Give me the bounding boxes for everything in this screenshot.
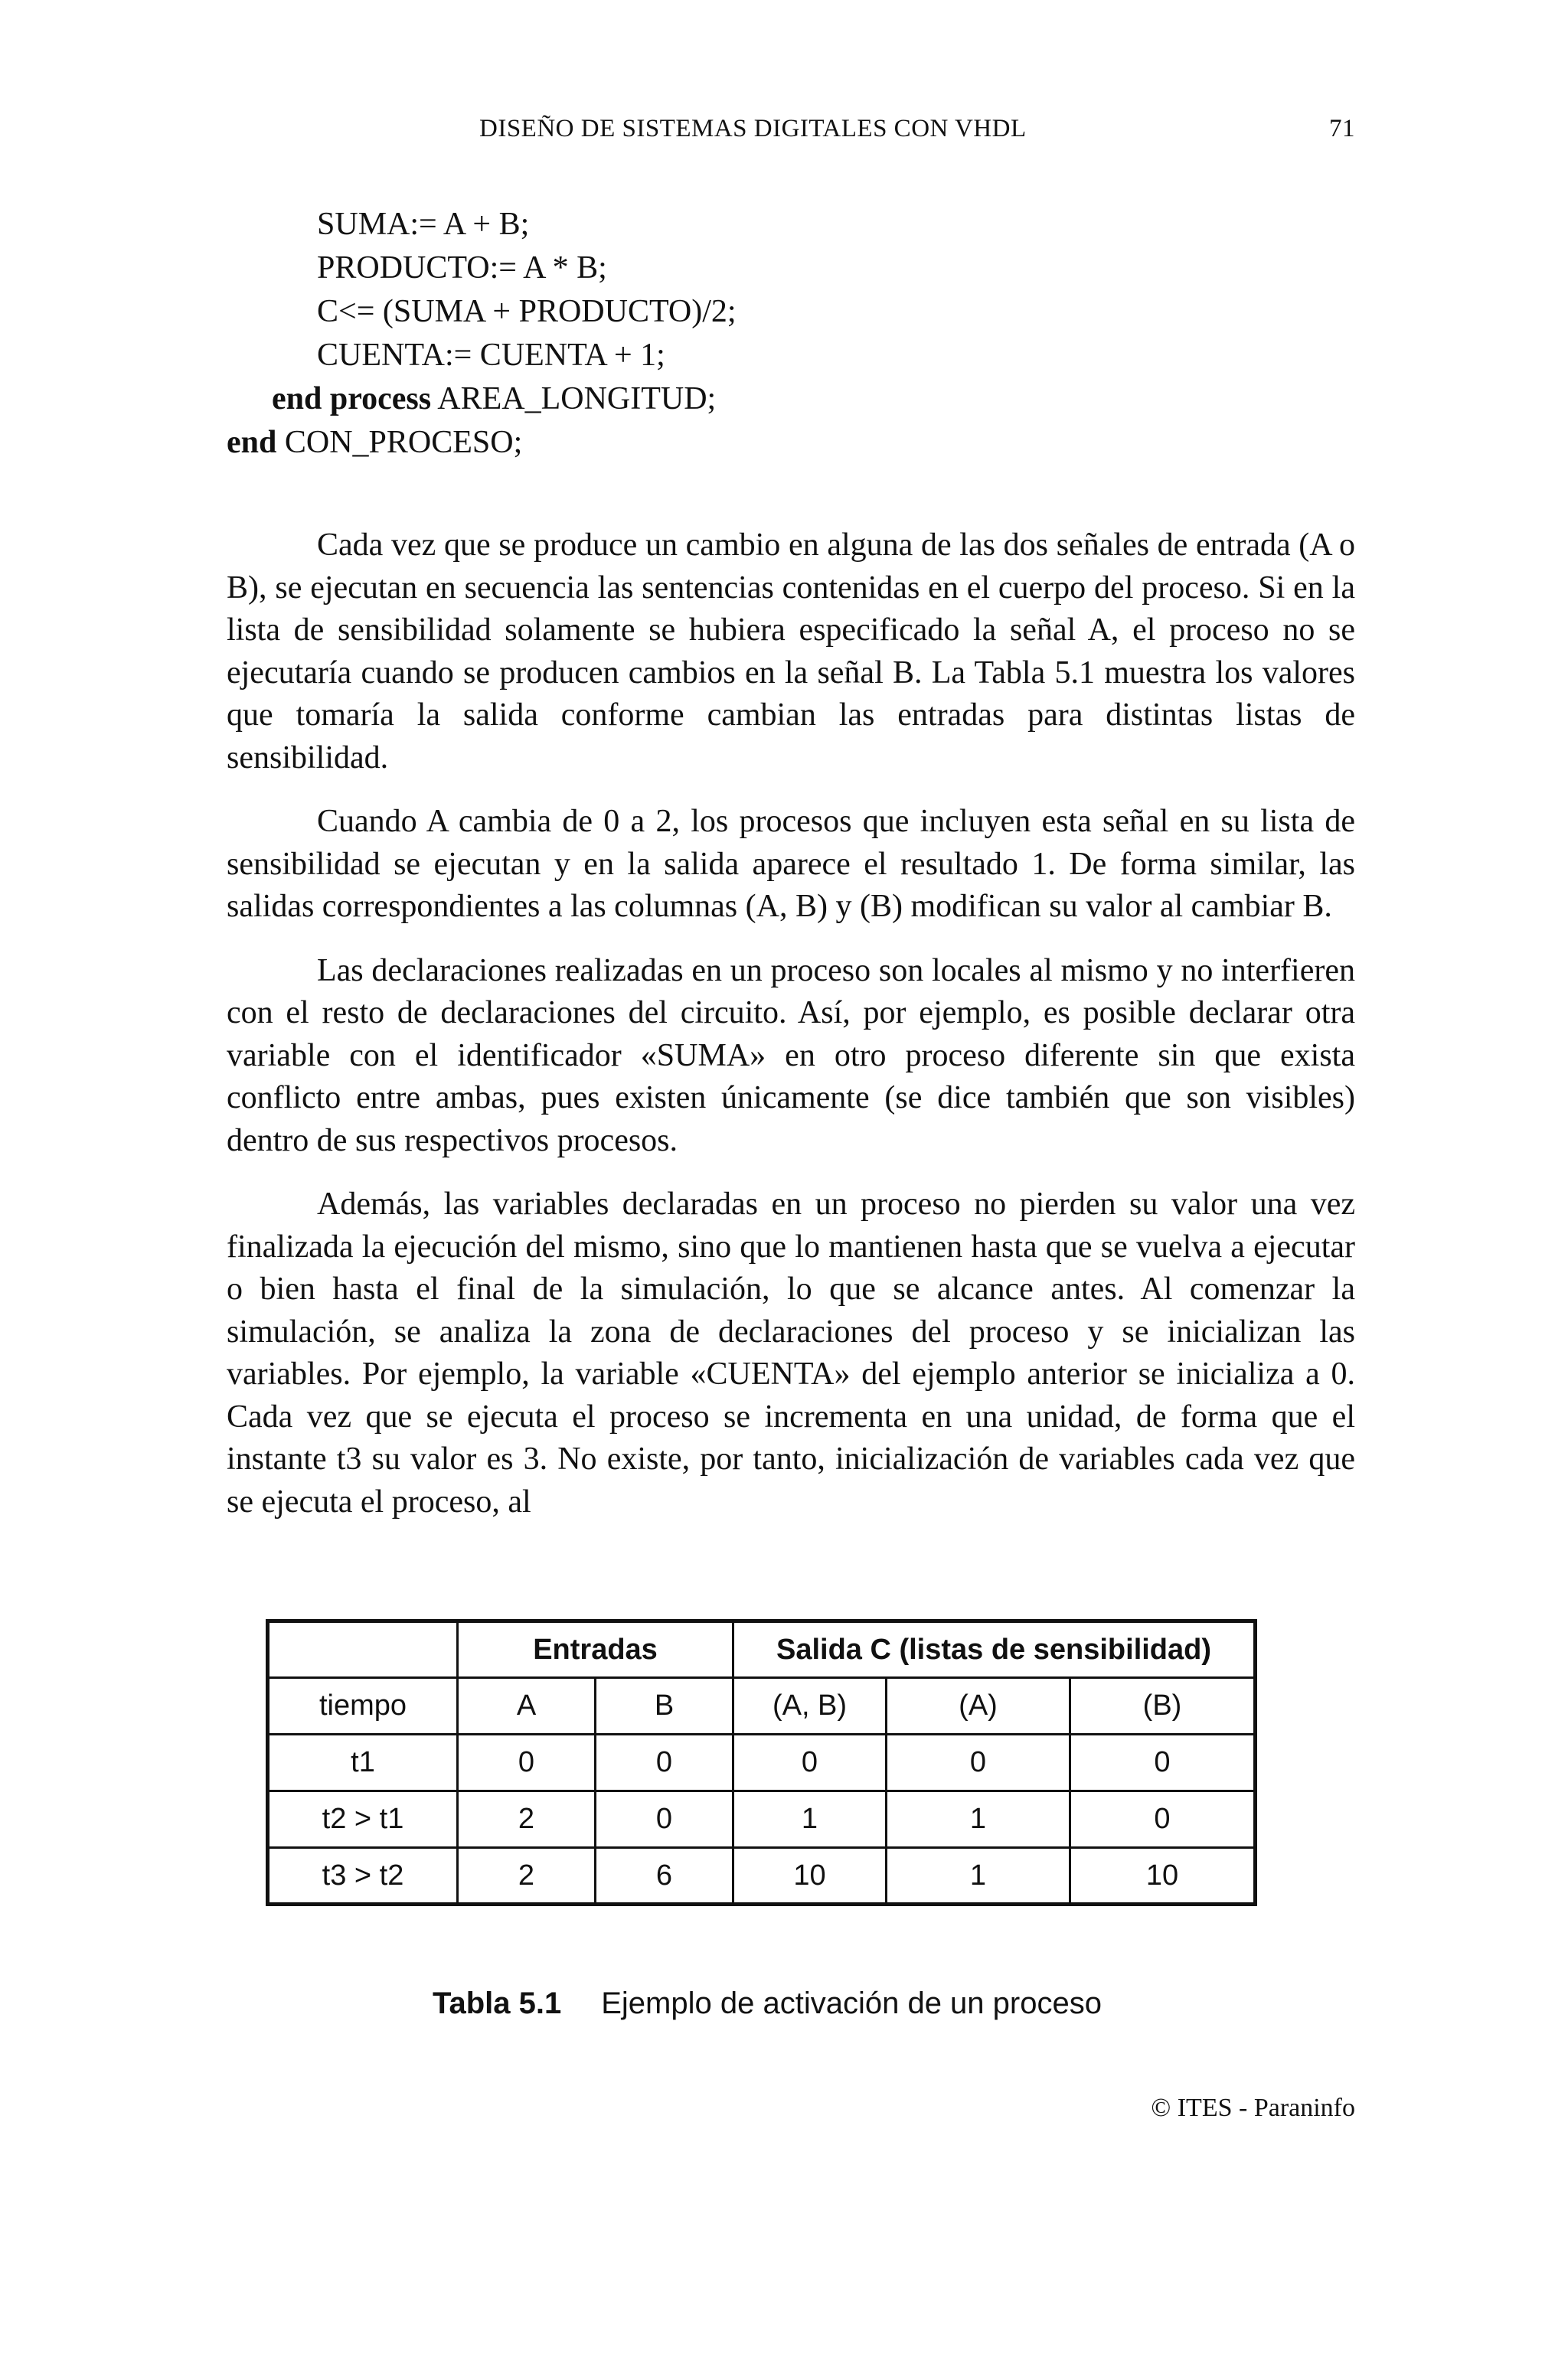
table-cell: 1 [887, 1848, 1070, 1905]
table-cell: 0 [733, 1735, 887, 1791]
col-header-ab: (A, B) [733, 1678, 887, 1735]
paragraph-4: Además, las variables declaradas en un proceso no pierden su valor una vez finalizada la ejecución del mismo, sino que lo mantienen hasta que se vuelva a ejecutar o bien hasta el final de la simulación, lo que se alcance antes. Al comenzar la simulación, se analiza la zona de declaraciones del proceso y se inicializan las variables. Por ejemplo, la variable «CUENTA» del ejemplo anterior se inicializa a 0. Cada vez que se ejecuta el proceso se incrementa en una unidad, de forma que el instante t3 su valor es 3. No existe, por tanto, inicialización de variables cada vez que se ejecuta el proceso, al [227, 1187, 1355, 1520]
table-cell: 1 [887, 1791, 1070, 1848]
table-cell: 2 [458, 1791, 596, 1848]
col-header-a: A [458, 1678, 596, 1735]
code-line-end [227, 421, 737, 465]
table-row [268, 1735, 1256, 1791]
col-header-tiempo: tiempo [268, 1678, 458, 1735]
code-line-cuenta: CUENTA:= CUENTA + 1; [317, 338, 665, 373]
table-cell: t1 [268, 1735, 458, 1791]
table-caption-label: Tabla 5.1 [433, 1987, 562, 2020]
entradas-header: Entradas [458, 1621, 733, 1678]
paragraph-2: Cuando A cambia de 0 a 2, los procesos que incluyen esta señal en su lista de sensibilidad se ejecutan y en la salida aparece el resultado 1. De forma similar, las salidas correspondientes a las columnas (A, B) y (B) modifican su valor al cambiar B. [227, 804, 1355, 924]
col-header-a-only: (A) [887, 1678, 1070, 1735]
table-cell: t2 > t1 [268, 1791, 458, 1848]
table-caption-text: Ejemplo de activación de un proceso [601, 1987, 1102, 2020]
table-caption [433, 1987, 1102, 2021]
table-corner-cell [268, 1621, 458, 1678]
table-cell: 10 [733, 1848, 887, 1905]
code-line-suma: SUMA:= A + B; [317, 207, 530, 242]
col-header-b-only: (B) [1070, 1678, 1256, 1735]
code-keyword-end: end [227, 425, 277, 460]
table-cell: 10 [1070, 1848, 1256, 1905]
paragraph-1: Cada vez que se produce un cambio en alguna de las dos señales de entrada (A o B), se ejecutan en secuencia las sentencias contenidas en el cuerpo del proceso. Si en la lista de sensibilidad solamente se hubiera especificado la señal A, el proceso no se ejecutaría cuando se producen cambios en la señal B. La Tabla 5.1 muestra los valores que tomaría la salida conforme cambian las entradas para distintas listas de sensibilidad. [227, 527, 1355, 775]
table-group-header-row [268, 1621, 1256, 1678]
table-cell: 0 [596, 1735, 733, 1791]
code-line-c-assign: C<= (SUMA + PRODUCTO)/2; [317, 294, 737, 329]
code-line-producto: PRODUCTO:= A * B; [317, 250, 607, 286]
paragraph-3: Las declaraciones realizadas en un proceso son locales al mismo y no interfieren con el resto de declaraciones del circuito. Así, por ejemplo, es posible declarar otra variable con el identificador «SUMA» en otro proceso diferente sin que exista conflicto entre ambas, pues existen únicamente (se dice también que son visibles) dentro de sus respectivos procesos. [227, 952, 1355, 1158]
running-header [227, 107, 1355, 153]
table-row [268, 1848, 1256, 1905]
table-cell: 0 [458, 1735, 596, 1791]
code-end-name: CON_PROCESO; [276, 425, 523, 460]
table-cell: 0 [596, 1791, 733, 1848]
code-block [227, 203, 737, 465]
page-number: 71 [1329, 115, 1355, 142]
salida-header: Salida C (listas de sensibilidad) [733, 1621, 1256, 1678]
table-cell: 6 [596, 1848, 733, 1905]
table-cell: t3 > t2 [268, 1848, 458, 1905]
table-5-1 [266, 1619, 1257, 1906]
table-cell: 0 [1070, 1735, 1256, 1791]
code-end-process-name: AREA_LONGITUD; [431, 381, 717, 416]
copyright-footer: © ITES - Paraninfo [1151, 2094, 1355, 2122]
table-cell: 2 [458, 1848, 596, 1905]
running-header-title: DISEÑO DE SISTEMAS DIGITALES CON VHDL [479, 115, 1027, 142]
col-header-b: B [596, 1678, 733, 1735]
table-cell: 0 [887, 1735, 1070, 1791]
body-text [227, 524, 1355, 1545]
table-column-header-row [268, 1678, 1256, 1735]
activation-table [266, 1619, 1257, 1906]
table-row [268, 1791, 1256, 1848]
table-cell: 0 [1070, 1791, 1256, 1848]
table-cell: 1 [733, 1791, 887, 1848]
code-keyword-end-process: end process [272, 381, 432, 416]
code-line-end-process [227, 377, 737, 421]
